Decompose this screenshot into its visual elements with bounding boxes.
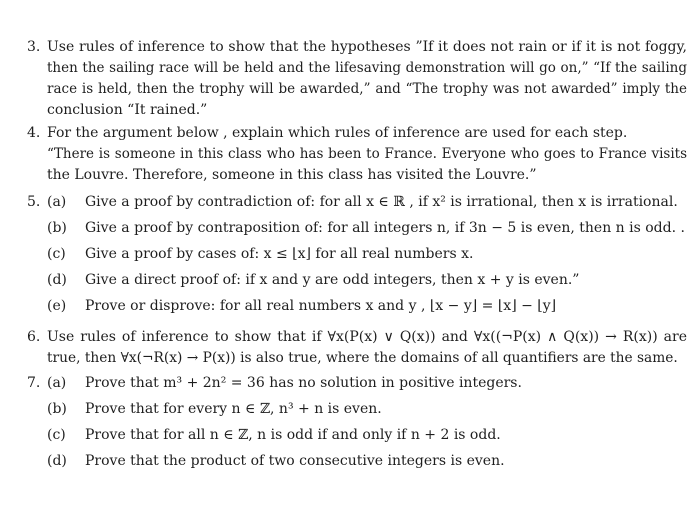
subproblem-label: (b): [47, 401, 67, 417]
subproblem-text: Give a direct proof of: if x and y are odd integers, then x + y is even.”: [85, 272, 580, 288]
text-line: then the sailing race will be held and the lifesaving demonstration will go on,” “If the sailing: [47, 60, 687, 76]
text-line: For the argument below , explain which rules of inference are used for each step.: [47, 125, 628, 141]
subproblem-label: (d): [47, 453, 67, 469]
problem-text: [47, 327, 687, 369]
subproblem-text: Prove that m³ + 2n² = 36 has no solution in positive integers.: [85, 375, 522, 391]
subproblem-label: (a): [47, 375, 67, 391]
subproblem-text: Give a proof by contradiction of: for all x ∈ ℝ , if x² is irrational, then x is irrational.: [85, 194, 678, 210]
problem-number: 3.: [27, 39, 41, 55]
subproblem-label: (d): [47, 272, 67, 288]
problem-number: 6.: [27, 329, 41, 345]
subproblem-label: (e): [47, 298, 67, 314]
subproblem-text: Prove that for every n ∈ ℤ, n³ + n is even.: [85, 401, 382, 417]
subproblem-label: (b): [47, 220, 67, 236]
text-line: conclusion “It rained.”: [47, 102, 208, 118]
subproblem-label: (c): [47, 246, 66, 262]
subproblem-text: Give a proof by contraposition of: for all integers n, if 3n − 5 is even, then n is odd. .: [85, 220, 685, 236]
problem-number: 4.: [27, 125, 41, 141]
problem-number: 5.: [27, 194, 41, 210]
text-line: Use rules of inference to show that the hypotheses ”If it does not rain or if it is not foggy,: [47, 39, 687, 55]
subproblem-label: (a): [47, 194, 67, 210]
problem-number: 7.: [27, 375, 41, 391]
subproblem-text: Prove that for all n ∈ ℤ, n is odd if and only if n + 2 is odd.: [85, 427, 501, 443]
subproblem-text: Give a proof by cases of: x ≤ ⌊x⌋ for all real numbers x.: [85, 246, 474, 262]
subproblem-label: (c): [47, 427, 66, 443]
subproblem-text: Prove or disprove: for all real numbers x and y , ⌊x − y⌋ = ⌊x⌋ − ⌊y⌋: [85, 298, 557, 314]
text-line: the Louvre. Therefore, someone in this class has visited the Louvre.”: [47, 167, 537, 183]
problem-text: [47, 37, 687, 121]
text-line: race is held, then the trophy will be awarded,” and “The trophy was not awarded” imply the: [47, 81, 687, 97]
subproblem-text: Prove that the product of two consecutive integers is even.: [85, 453, 505, 469]
text-line: Use rules of inference to show that if ∀x(P(x) ∨ Q(x)) and ∀x((¬P(x) ∧ Q(x)) → R(x)) are: [47, 329, 687, 345]
text-line: “There is someone in this class who has been to France. Everyone who goes to France visits: [47, 146, 687, 162]
text-line: true, then ∀x(¬R(x) → P(x)) is also true, where the domains of all quantifiers are the same.: [47, 350, 678, 366]
problem-text: [47, 123, 687, 186]
